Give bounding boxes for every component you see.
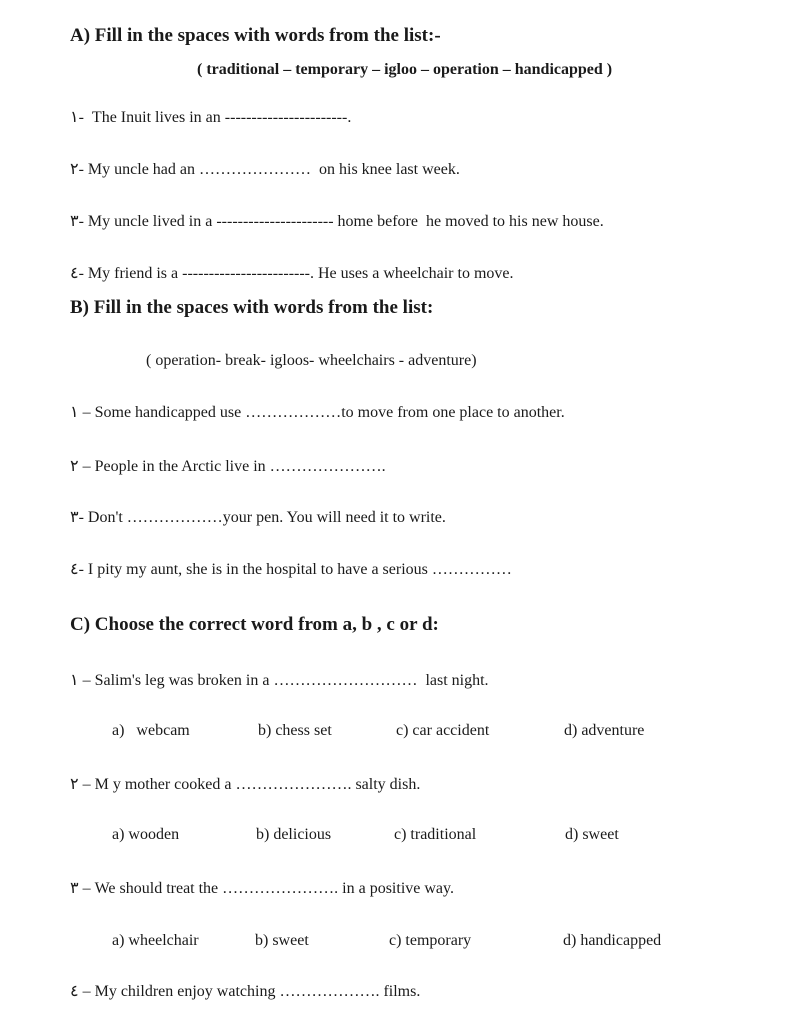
question-1-option-c: c) car accident bbox=[396, 722, 490, 739]
section-a-heading: A) Fill in the spaces with words from the list:- bbox=[70, 25, 441, 46]
section-b-item-2: ٢ – People in the Arctic live in …………………. bbox=[70, 458, 386, 475]
question-1-option-b: b) chess set bbox=[258, 722, 332, 739]
question-3-option-b: b) sweet bbox=[255, 932, 309, 949]
question-2-option-a: a) wooden bbox=[112, 826, 180, 843]
section-a-item-1: ١- The Inuit lives in an -----------------------. bbox=[70, 109, 352, 126]
question-1-option-d: d) adventure bbox=[564, 722, 645, 739]
question-2-option-b: b) delicious bbox=[256, 826, 332, 843]
section-b-word-list: ( operation- break- igloos- wheelchairs - adventure) bbox=[146, 352, 477, 369]
section-a-item-3: ٣- My uncle lived in a ---------------------- home before he moved to his new house. bbox=[70, 213, 604, 230]
question-2-option-c: c) traditional bbox=[394, 826, 477, 843]
question-3-option-c: c) temporary bbox=[389, 932, 472, 949]
question-3-stem: ٣ – We should treat the …………………. in a positive way. bbox=[70, 880, 454, 897]
question-4-stem: ٤ – My children enjoy watching ………………. films. bbox=[70, 983, 421, 1000]
section-b-item-4: ٤- I pity my aunt, she is in the hospital to have a serious …………… bbox=[70, 561, 512, 578]
section-b-item-3: ٣- Don't ………………your pen. You will need it to write. bbox=[70, 509, 446, 526]
section-c-heading: C) Choose the correct word from a, b , c or d: bbox=[70, 614, 439, 635]
section-a-word-list: ( traditional – temporary – igloo – operation – handicapped ) bbox=[197, 61, 613, 78]
question-2-stem: ٢ – M y mother cooked a …………………. salty dish. bbox=[70, 776, 421, 793]
question-1-option-a: a) webcam bbox=[112, 722, 190, 739]
question-1-stem: ١ – Salim's leg was broken in a ……………………… last night. bbox=[70, 672, 489, 689]
section-a-item-2: ٢- My uncle had an ………………… on his knee last week. bbox=[70, 161, 460, 178]
question-3-option-a: a) wheelchair bbox=[112, 932, 199, 949]
section-b-heading: B) Fill in the spaces with words from the list: bbox=[70, 297, 434, 318]
section-b-item-1: ١ – Some handicapped use ………………to move from one place to another. bbox=[70, 404, 565, 421]
question-3-option-d: d) handicapped bbox=[563, 932, 662, 949]
section-a-item-4: ٤- My friend is a ------------------------. He uses a wheelchair to move. bbox=[70, 265, 514, 282]
question-2-option-d: d) sweet bbox=[565, 826, 619, 843]
